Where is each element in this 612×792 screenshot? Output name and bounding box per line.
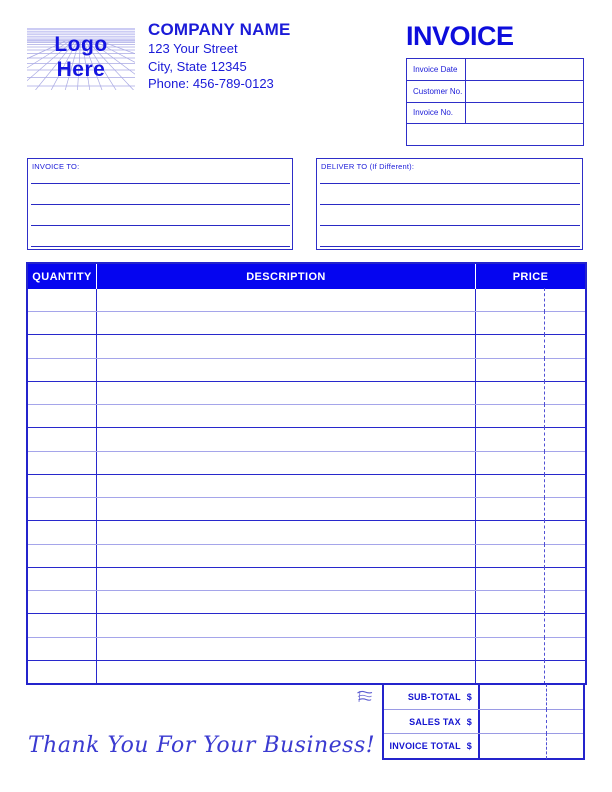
item-row <box>28 521 585 544</box>
template-watermark-icon <box>356 689 373 704</box>
sales-tax-label-text: SALES TAX <box>409 716 461 727</box>
item-price-cell[interactable] <box>476 638 585 660</box>
item-price-cell[interactable] <box>476 428 585 450</box>
item-price-cell[interactable] <box>476 498 585 520</box>
column-header-price: PRICE <box>512 270 549 283</box>
cents-divider <box>546 684 547 710</box>
cents-divider <box>544 427 545 451</box>
item-quantity-cell[interactable] <box>28 638 97 660</box>
subtotal-row <box>384 685 583 709</box>
items-header <box>28 264 585 289</box>
item-quantity-cell[interactable] <box>28 498 97 520</box>
item-description-cell[interactable] <box>97 312 476 334</box>
cents-divider <box>544 497 545 521</box>
item-quantity-cell[interactable] <box>28 289 97 311</box>
dollar-sign: $ <box>466 741 472 752</box>
cents-divider <box>544 474 545 498</box>
item-row <box>28 312 585 335</box>
dollar-sign: $ <box>466 691 472 702</box>
invoice-to-label: INVOICE TO: <box>32 162 80 171</box>
item-row <box>28 568 585 591</box>
item-description-cell[interactable] <box>97 405 476 427</box>
write-line[interactable] <box>31 204 290 205</box>
item-description-cell[interactable] <box>97 475 476 497</box>
write-line[interactable] <box>31 225 290 226</box>
cents-divider <box>544 311 545 335</box>
subtotal-value-field[interactable] <box>480 685 583 709</box>
subtotal-label-text: SUB-TOTAL <box>407 691 461 702</box>
item-row <box>28 428 585 451</box>
invoice-total-label <box>384 734 480 758</box>
item-quantity-cell[interactable] <box>28 428 97 450</box>
cents-divider <box>544 567 545 591</box>
sales-tax-label <box>384 710 480 734</box>
cents-divider <box>544 637 545 661</box>
column-header-description: DESCRIPTION <box>97 264 476 289</box>
cents-divider <box>544 613 545 637</box>
item-price-cell[interactable] <box>476 568 585 590</box>
info-extra-field[interactable] <box>407 124 583 145</box>
item-quantity-cell[interactable] <box>28 382 97 404</box>
item-row <box>28 614 585 637</box>
cents-divider <box>544 334 545 358</box>
cents-divider <box>544 520 545 544</box>
item-description-cell[interactable] <box>97 638 476 660</box>
logo-text: Logo Here <box>54 33 108 81</box>
write-line[interactable] <box>320 246 580 247</box>
cents-divider <box>544 451 545 475</box>
customer-no-field[interactable] <box>466 81 583 102</box>
item-quantity-cell[interactable] <box>28 545 97 567</box>
dollar-sign: $ <box>466 716 472 727</box>
item-price-cell[interactable] <box>476 661 585 683</box>
write-line[interactable] <box>31 183 290 184</box>
cents-divider <box>544 404 545 428</box>
item-description-cell[interactable] <box>97 545 476 567</box>
write-line[interactable] <box>320 183 580 184</box>
item-price-cell[interactable] <box>476 335 585 357</box>
item-description-cell[interactable] <box>97 452 476 474</box>
logo-placeholder <box>27 28 135 90</box>
item-description-cell[interactable] <box>97 498 476 520</box>
invoice-total-value-field[interactable] <box>480 734 583 758</box>
item-description-cell[interactable] <box>97 335 476 357</box>
item-row <box>28 289 585 312</box>
item-description-cell[interactable] <box>97 568 476 590</box>
item-price-cell[interactable] <box>476 521 585 543</box>
column-header-quantity: QUANTITY <box>28 264 97 289</box>
item-quantity-cell[interactable] <box>28 335 97 357</box>
company-name: COMPANY NAME <box>148 20 291 39</box>
totals-table <box>382 683 585 760</box>
item-quantity-cell[interactable] <box>28 591 97 613</box>
cents-divider <box>544 288 545 312</box>
subtotal-label <box>384 685 480 709</box>
write-line[interactable] <box>31 246 290 247</box>
item-price-cell[interactable] <box>476 591 585 613</box>
cents-divider <box>544 544 545 568</box>
item-quantity-cell[interactable] <box>28 312 97 334</box>
company-street: 123 Your Street <box>148 41 238 56</box>
item-description-cell[interactable] <box>97 359 476 381</box>
item-row <box>28 359 585 382</box>
sales-tax-row <box>384 709 583 734</box>
item-price-cell[interactable] <box>476 545 585 567</box>
cents-divider <box>546 709 547 735</box>
invoice-no-label: Invoice No. <box>407 103 466 124</box>
item-quantity-cell[interactable] <box>28 475 97 497</box>
invoice-to-box[interactable] <box>27 158 293 250</box>
item-price-cell[interactable] <box>476 289 585 311</box>
deliver-to-write-lines <box>317 159 582 249</box>
sales-tax-value-field[interactable] <box>480 710 583 734</box>
cents-divider <box>544 358 545 382</box>
item-price-cell[interactable] <box>476 312 585 334</box>
item-row <box>28 475 585 498</box>
item-price-cell[interactable] <box>476 475 585 497</box>
company-phone: Phone: 456-789-0123 <box>148 76 274 91</box>
item-row <box>28 545 585 568</box>
item-row <box>28 452 585 475</box>
item-description-cell[interactable] <box>97 614 476 636</box>
invoice-date-field[interactable] <box>466 59 583 80</box>
cents-divider <box>544 660 545 684</box>
invoice-title: INVOICE <box>406 21 514 51</box>
invoice-total-label-text: INVOICE TOTAL <box>389 741 461 752</box>
info-row-invoice-no <box>407 103 583 125</box>
item-quantity-cell[interactable] <box>28 405 97 427</box>
item-description-cell[interactable] <box>97 591 476 613</box>
write-line[interactable] <box>320 225 580 226</box>
cents-divider <box>546 733 547 759</box>
item-description-cell[interactable] <box>97 521 476 543</box>
item-quantity-cell[interactable] <box>28 452 97 474</box>
invoice-total-row <box>384 733 583 758</box>
item-price-cell[interactable] <box>476 614 585 636</box>
item-quantity-cell[interactable] <box>28 359 97 381</box>
item-price-cell[interactable] <box>476 382 585 404</box>
items-body <box>28 289 585 683</box>
item-description-cell[interactable] <box>97 289 476 311</box>
item-price-cell[interactable] <box>476 405 585 427</box>
item-quantity-cell[interactable] <box>28 521 97 543</box>
item-row <box>28 591 585 614</box>
item-quantity-cell[interactable] <box>28 568 97 590</box>
item-quantity-cell[interactable] <box>28 614 97 636</box>
item-row <box>28 638 585 661</box>
cents-divider <box>544 590 545 614</box>
cents-divider <box>544 381 545 405</box>
deliver-to-box[interactable] <box>316 158 583 250</box>
thank-you-message: Thank You For Your Business! <box>28 733 376 758</box>
item-row <box>28 335 585 358</box>
item-quantity-cell[interactable] <box>28 661 97 683</box>
write-line[interactable] <box>320 204 580 205</box>
info-row-invoice-date <box>407 59 583 81</box>
item-row <box>28 661 585 683</box>
info-row-customer-no <box>407 81 583 103</box>
item-description-cell[interactable] <box>97 382 476 404</box>
item-price-cell[interactable] <box>476 452 585 474</box>
deliver-to-label: DELIVER TO (If Different): <box>321 162 415 171</box>
invoice-to-write-lines <box>28 159 292 249</box>
company-block <box>148 19 291 93</box>
item-row <box>28 382 585 405</box>
info-row-extra <box>407 124 583 145</box>
item-description-cell[interactable] <box>97 661 476 683</box>
items-table <box>26 262 587 685</box>
invoice-date-label: Invoice Date <box>407 59 466 80</box>
item-description-cell[interactable] <box>97 428 476 450</box>
item-row <box>28 498 585 521</box>
invoice-info-table <box>406 58 584 146</box>
item-price-cell[interactable] <box>476 359 585 381</box>
invoice-no-field[interactable] <box>466 103 583 124</box>
item-row <box>28 405 585 428</box>
company-city: City, State 12345 <box>148 58 247 74</box>
customer-no-label: Customer No. <box>407 81 466 102</box>
